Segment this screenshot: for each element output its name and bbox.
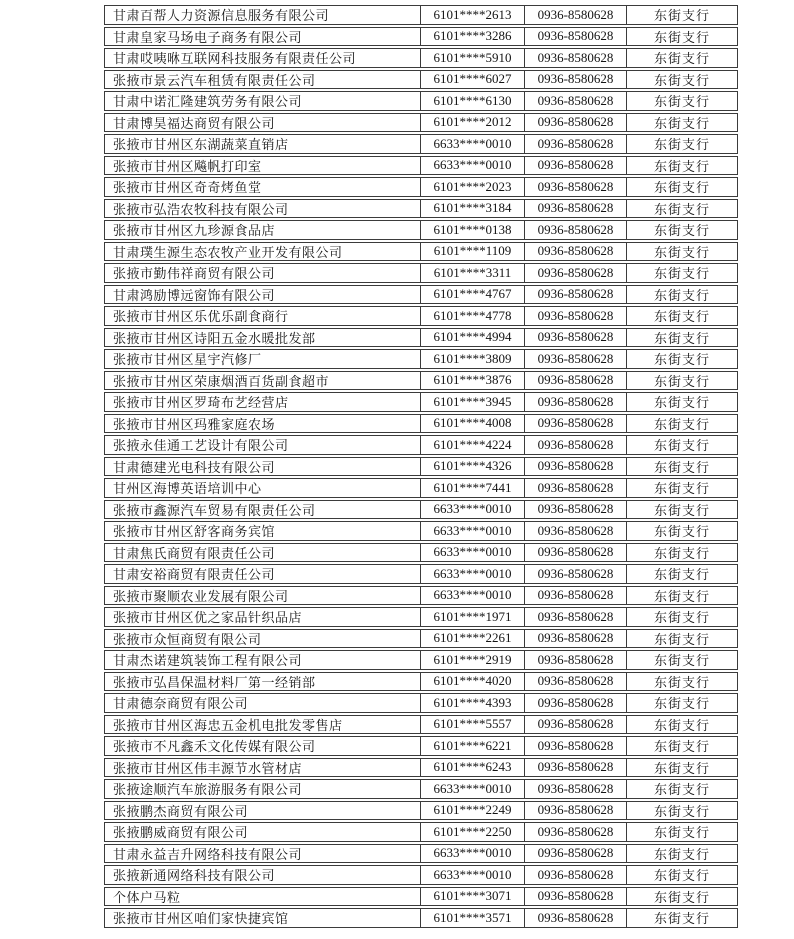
table-row bbox=[104, 801, 738, 821]
phone-number-cell: 0936-8580628 bbox=[524, 608, 626, 626]
table-row bbox=[104, 156, 738, 176]
phone-number-cell: 0936-8580628 bbox=[524, 329, 626, 347]
table-row bbox=[104, 672, 738, 692]
table-row bbox=[104, 91, 738, 111]
table-row bbox=[104, 285, 738, 305]
table-row bbox=[104, 199, 738, 219]
branch-name-cell: 东街支行 bbox=[626, 135, 737, 153]
company-name-cell: 个体户马粒 bbox=[113, 889, 181, 905]
company-name-cell: 甘肃杰诺建筑装饰工程有限公司 bbox=[113, 653, 303, 669]
account-number-cell: 6101****4393 bbox=[420, 694, 524, 712]
account-number-cell: 6101****2023 bbox=[420, 178, 524, 196]
table-row bbox=[104, 715, 738, 735]
company-name-cell: 张掖市甘州区乐优乐副食商行 bbox=[113, 309, 289, 325]
branch-name-cell: 东街支行 bbox=[626, 630, 737, 648]
table-row bbox=[104, 371, 738, 391]
branch-name-cell: 东街支行 bbox=[626, 780, 737, 798]
table-row bbox=[104, 306, 738, 326]
company-name-cell: 张掖永佳通工艺设计有限公司 bbox=[113, 438, 289, 454]
phone-number-cell: 0936-8580628 bbox=[524, 243, 626, 261]
company-name-cell: 甘肃鸿励博远窗饰有限公司 bbox=[113, 287, 276, 303]
phone-number-cell: 0936-8580628 bbox=[524, 157, 626, 175]
phone-number-cell: 0936-8580628 bbox=[524, 307, 626, 325]
branch-name-cell: 东街支行 bbox=[626, 544, 737, 562]
company-name-cell: 张掖鹏威商贸有限公司 bbox=[113, 825, 249, 841]
table-row bbox=[104, 607, 738, 627]
phone-number-cell: 0936-8580628 bbox=[524, 673, 626, 691]
company-name-cell: 张掖市鑫源汽车贸易有限责任公司 bbox=[113, 502, 316, 518]
table-row bbox=[104, 629, 738, 649]
branch-name-cell: 东街支行 bbox=[626, 651, 737, 669]
table-row bbox=[104, 220, 738, 240]
company-name-cell: 张掖市甘州区舒客商务宾馆 bbox=[113, 524, 276, 540]
company-name-cell: 张掖途顺汽车旅游服务有限公司 bbox=[113, 782, 303, 798]
company-name-cell: 张掖市众恒商贸有限公司 bbox=[113, 631, 262, 647]
account-number-cell: 6101****3945 bbox=[420, 393, 524, 411]
account-number-cell: 6101****2249 bbox=[420, 802, 524, 820]
phone-number-cell: 0936-8580628 bbox=[524, 92, 626, 110]
account-number-cell: 6101****3286 bbox=[420, 28, 524, 46]
table-row bbox=[104, 758, 738, 778]
account-number-cell: 6101****4767 bbox=[420, 286, 524, 304]
table-row bbox=[104, 435, 738, 455]
phone-number-cell: 0936-8580628 bbox=[524, 909, 626, 927]
branch-name-cell: 东街支行 bbox=[626, 329, 737, 347]
account-number-cell: 6101****1109 bbox=[420, 243, 524, 261]
phone-number-cell: 0936-8580628 bbox=[524, 6, 626, 24]
phone-number-cell: 0936-8580628 bbox=[524, 823, 626, 841]
branch-name-cell: 东街支行 bbox=[626, 92, 737, 110]
company-name-cell: 甘肃百帮人力资源信息服务有限公司 bbox=[113, 8, 330, 24]
account-number-cell: 6101****7441 bbox=[420, 479, 524, 497]
branch-name-cell: 东街支行 bbox=[626, 909, 737, 927]
table-row bbox=[104, 70, 738, 90]
table-row bbox=[104, 908, 738, 928]
account-number-cell: 6101****2261 bbox=[420, 630, 524, 648]
company-name-cell: 张掖市甘州区星宇汽修厂 bbox=[113, 352, 262, 368]
account-number-cell: 6101****6027 bbox=[420, 71, 524, 89]
table-row bbox=[104, 865, 738, 885]
table-row bbox=[104, 134, 738, 154]
company-name-cell: 张掖市甘州区荣康烟酒百货副食超市 bbox=[113, 373, 330, 389]
phone-number-cell: 0936-8580628 bbox=[524, 737, 626, 755]
company-name-cell: 张掖市甘州区东湖蔬菜直销店 bbox=[113, 137, 289, 153]
phone-number-cell: 0936-8580628 bbox=[524, 114, 626, 132]
company-name-cell: 张掖市甘州区奇奇烤鱼堂 bbox=[113, 180, 262, 196]
company-name-cell: 甘肃德建光电科技有限公司 bbox=[113, 459, 276, 475]
phone-number-cell: 0936-8580628 bbox=[524, 651, 626, 669]
phone-number-cell: 0936-8580628 bbox=[524, 587, 626, 605]
phone-number-cell: 0936-8580628 bbox=[524, 694, 626, 712]
company-name-cell: 张掖鹏杰商贸有限公司 bbox=[113, 803, 249, 819]
branch-name-cell: 东街支行 bbox=[626, 501, 737, 519]
account-number-cell: 6101****6221 bbox=[420, 737, 524, 755]
branch-name-cell: 东街支行 bbox=[626, 114, 737, 132]
table-row bbox=[104, 27, 738, 47]
branch-name-cell: 东街支行 bbox=[626, 28, 737, 46]
branch-name-cell: 东街支行 bbox=[626, 759, 737, 777]
branch-name-cell: 东街支行 bbox=[626, 565, 737, 583]
branch-name-cell: 东街支行 bbox=[626, 178, 737, 196]
phone-number-cell: 0936-8580628 bbox=[524, 458, 626, 476]
phone-number-cell: 0936-8580628 bbox=[524, 436, 626, 454]
account-number-cell: 6101****6130 bbox=[420, 92, 524, 110]
account-number-cell: 6101****2613 bbox=[420, 6, 524, 24]
table-row bbox=[104, 500, 738, 520]
table-row bbox=[104, 242, 738, 262]
company-name-cell: 张掖市甘州区飚帆打印室 bbox=[113, 158, 262, 174]
phone-number-cell: 0936-8580628 bbox=[524, 393, 626, 411]
account-number-cell: 6101****3071 bbox=[420, 888, 524, 906]
table-row bbox=[104, 478, 738, 498]
company-name-cell: 张掖市甘州区诗阳五金水暖批发部 bbox=[113, 330, 316, 346]
table-row bbox=[104, 5, 738, 25]
branch-name-cell: 东街支行 bbox=[626, 350, 737, 368]
company-name-cell: 甘肃永益吉升网络科技有限公司 bbox=[113, 846, 303, 862]
company-name-cell: 甘肃皇家马场电子商务有限公司 bbox=[113, 29, 303, 45]
account-number-cell: 6633****0010 bbox=[420, 845, 524, 863]
account-number-cell: 6101****0138 bbox=[420, 221, 524, 239]
phone-number-cell: 0936-8580628 bbox=[524, 200, 626, 218]
account-number-cell: 6101****5910 bbox=[420, 49, 524, 67]
branch-name-cell: 东街支行 bbox=[626, 737, 737, 755]
table-row bbox=[104, 693, 738, 713]
branch-name-cell: 东街支行 bbox=[626, 458, 737, 476]
account-number-cell: 6101****3311 bbox=[420, 264, 524, 282]
company-name-cell: 甘肃中诺汇隆建筑劳务有限公司 bbox=[113, 94, 303, 110]
branch-name-cell: 东街支行 bbox=[626, 673, 737, 691]
phone-number-cell: 0936-8580628 bbox=[524, 780, 626, 798]
branch-name-cell: 东街支行 bbox=[626, 6, 737, 24]
table-row bbox=[104, 586, 738, 606]
account-number-cell: 6633****0010 bbox=[420, 501, 524, 519]
company-name-cell: 张掖市甘州区九珍源食品店 bbox=[113, 223, 276, 239]
account-number-cell: 6101****4994 bbox=[420, 329, 524, 347]
table-row bbox=[104, 543, 738, 563]
branch-name-cell: 东街支行 bbox=[626, 415, 737, 433]
account-number-cell: 6101****4224 bbox=[420, 436, 524, 454]
branch-name-cell: 东街支行 bbox=[626, 845, 737, 863]
account-number-cell: 6101****2919 bbox=[420, 651, 524, 669]
table-row bbox=[104, 392, 738, 412]
branch-name-cell: 东街支行 bbox=[626, 716, 737, 734]
company-name-cell: 甘肃德奈商贸有限公司 bbox=[113, 696, 249, 712]
phone-number-cell: 0936-8580628 bbox=[524, 544, 626, 562]
account-number-cell: 6101****2250 bbox=[420, 823, 524, 841]
table-row bbox=[104, 113, 738, 133]
company-name-cell: 张掖市弘昌保温材料厂第一经销部 bbox=[113, 674, 316, 690]
table-row bbox=[104, 887, 738, 907]
account-number-cell: 6101****1971 bbox=[420, 608, 524, 626]
branch-name-cell: 东街支行 bbox=[626, 307, 737, 325]
phone-number-cell: 0936-8580628 bbox=[524, 845, 626, 863]
phone-number-cell: 0936-8580628 bbox=[524, 802, 626, 820]
table-row bbox=[104, 177, 738, 197]
account-number-cell: 6101****3809 bbox=[420, 350, 524, 368]
table-row bbox=[104, 263, 738, 283]
account-number-cell: 6101****3571 bbox=[420, 909, 524, 927]
branch-name-cell: 东街支行 bbox=[626, 802, 737, 820]
account-number-cell: 6633****0010 bbox=[420, 157, 524, 175]
company-name-cell: 张掖市甘州区海忠五金机电批发零售店 bbox=[113, 717, 343, 733]
branch-name-cell: 东街支行 bbox=[626, 823, 737, 841]
branch-name-cell: 东街支行 bbox=[626, 264, 737, 282]
phone-number-cell: 0936-8580628 bbox=[524, 71, 626, 89]
branch-name-cell: 东街支行 bbox=[626, 479, 737, 497]
phone-number-cell: 0936-8580628 bbox=[524, 630, 626, 648]
company-name-cell: 甘肃哎咦咻互联网科技服务有限责任公司 bbox=[113, 51, 357, 67]
branch-name-cell: 东街支行 bbox=[626, 286, 737, 304]
account-number-cell: 6633****0010 bbox=[420, 544, 524, 562]
table-row bbox=[104, 328, 738, 348]
phone-number-cell: 0936-8580628 bbox=[524, 415, 626, 433]
account-number-cell: 6101****4326 bbox=[420, 458, 524, 476]
company-name-cell: 张掖市聚顺农业发展有限公司 bbox=[113, 588, 289, 604]
phone-number-cell: 0936-8580628 bbox=[524, 135, 626, 153]
company-name-cell: 张掖市弘浩农牧科技有限公司 bbox=[113, 201, 289, 217]
branch-name-cell: 东街支行 bbox=[626, 157, 737, 175]
table-row bbox=[104, 844, 738, 864]
company-name-cell: 张掖新通网络科技有限公司 bbox=[113, 868, 276, 884]
table-row bbox=[104, 349, 738, 369]
branch-name-cell: 东街支行 bbox=[626, 694, 737, 712]
phone-number-cell: 0936-8580628 bbox=[524, 759, 626, 777]
branch-name-cell: 东街支行 bbox=[626, 866, 737, 884]
phone-number-cell: 0936-8580628 bbox=[524, 888, 626, 906]
company-name-cell: 甘肃博昊福达商贸有限公司 bbox=[113, 115, 276, 131]
account-number-cell: 6101****6243 bbox=[420, 759, 524, 777]
phone-number-cell: 0936-8580628 bbox=[524, 565, 626, 583]
account-number-cell: 6633****0010 bbox=[420, 587, 524, 605]
branch-name-cell: 东街支行 bbox=[626, 372, 737, 390]
account-number-cell: 6101****4778 bbox=[420, 307, 524, 325]
table-row bbox=[104, 457, 738, 477]
company-name-cell: 张掖市甘州区优之家品针织品店 bbox=[113, 610, 303, 626]
table-row bbox=[104, 779, 738, 799]
branch-name-cell: 东街支行 bbox=[626, 888, 737, 906]
records-table bbox=[104, 5, 738, 930]
table-row bbox=[104, 521, 738, 541]
branch-name-cell: 东街支行 bbox=[626, 608, 737, 626]
branch-name-cell: 东街支行 bbox=[626, 221, 737, 239]
phone-number-cell: 0936-8580628 bbox=[524, 178, 626, 196]
phone-number-cell: 0936-8580628 bbox=[524, 49, 626, 67]
phone-number-cell: 0936-8580628 bbox=[524, 716, 626, 734]
company-name-cell: 张掖市不凡鑫禾文化传媒有限公司 bbox=[113, 739, 316, 755]
company-name-cell: 甘肃安裕商贸有限责任公司 bbox=[113, 567, 276, 583]
branch-name-cell: 东街支行 bbox=[626, 243, 737, 261]
company-name-cell: 甘州区海博英语培训中心 bbox=[113, 481, 262, 497]
account-number-cell: 6633****0010 bbox=[420, 866, 524, 884]
table-row bbox=[104, 650, 738, 670]
company-name-cell: 张掖市景云汽车租赁有限责任公司 bbox=[113, 72, 316, 88]
phone-number-cell: 0936-8580628 bbox=[524, 501, 626, 519]
account-number-cell: 6101****3876 bbox=[420, 372, 524, 390]
branch-name-cell: 东街支行 bbox=[626, 436, 737, 454]
company-name-cell: 张掖市甘州区玛雅家庭农场 bbox=[113, 416, 276, 432]
table-row bbox=[104, 736, 738, 756]
company-name-cell: 张掖市甘州区伟丰源节水管材店 bbox=[113, 760, 303, 776]
phone-number-cell: 0936-8580628 bbox=[524, 286, 626, 304]
branch-name-cell: 东街支行 bbox=[626, 587, 737, 605]
phone-number-cell: 0936-8580628 bbox=[524, 350, 626, 368]
phone-number-cell: 0936-8580628 bbox=[524, 264, 626, 282]
phone-number-cell: 0936-8580628 bbox=[524, 372, 626, 390]
company-name-cell: 张掖市甘州区咱们家快捷宾馆 bbox=[113, 911, 289, 927]
branch-name-cell: 东街支行 bbox=[626, 49, 737, 67]
account-number-cell: 6633****0010 bbox=[420, 565, 524, 583]
table-row bbox=[104, 822, 738, 842]
company-name-cell: 张掖市勤伟祥商贸有限公司 bbox=[113, 266, 276, 282]
phone-number-cell: 0936-8580628 bbox=[524, 522, 626, 540]
account-number-cell: 6633****0010 bbox=[420, 522, 524, 540]
company-name-cell: 张掖市甘州区罗琦布艺经营店 bbox=[113, 395, 289, 411]
phone-number-cell: 0936-8580628 bbox=[524, 479, 626, 497]
account-number-cell: 6101****5557 bbox=[420, 716, 524, 734]
account-number-cell: 6101****4008 bbox=[420, 415, 524, 433]
account-number-cell: 6633****0010 bbox=[420, 780, 524, 798]
phone-number-cell: 0936-8580628 bbox=[524, 221, 626, 239]
branch-name-cell: 东街支行 bbox=[626, 200, 737, 218]
phone-number-cell: 0936-8580628 bbox=[524, 28, 626, 46]
account-number-cell: 6101****4020 bbox=[420, 673, 524, 691]
company-name-cell: 甘肃焦氏商贸有限责任公司 bbox=[113, 545, 276, 561]
branch-name-cell: 东街支行 bbox=[626, 522, 737, 540]
branch-name-cell: 东街支行 bbox=[626, 71, 737, 89]
phone-number-cell: 0936-8580628 bbox=[524, 866, 626, 884]
table-row bbox=[104, 414, 738, 434]
account-number-cell: 6101****2012 bbox=[420, 114, 524, 132]
account-number-cell: 6101****3184 bbox=[420, 200, 524, 218]
company-name-cell: 甘肃璞生源生态农牧产业开发有限公司 bbox=[113, 244, 343, 260]
branch-name-cell: 东街支行 bbox=[626, 393, 737, 411]
table-row bbox=[104, 564, 738, 584]
table-row bbox=[104, 48, 738, 68]
account-number-cell: 6633****0010 bbox=[420, 135, 524, 153]
